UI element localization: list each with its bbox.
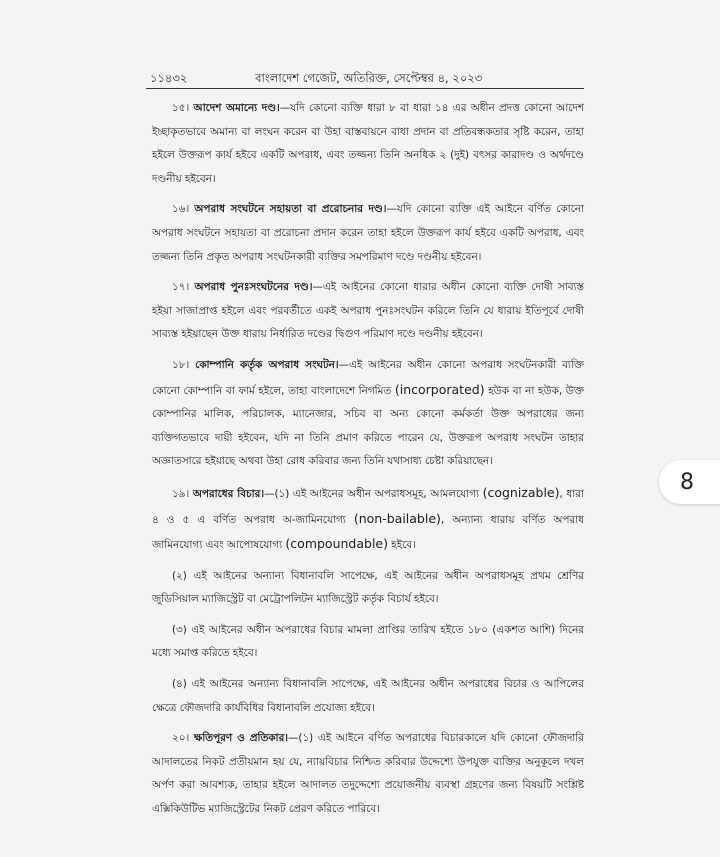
page-count-button[interactable]: [659, 460, 720, 504]
gazette-title: বাংলাদেশ গেজেট, অতিরিক্ত, সেপ্টেম্বর ৪, ২০২৩: [255, 71, 483, 85]
section-heading: আদেশ অমান্যে দণ্ড।: [193, 102, 280, 114]
section-19-2: (২) এই আইনের অন্যান্য বিধানাবলি সাপেক্ষে, এই আইনের অধীন অপরাধসমূহ প্রথম শ্রেণির জুডিসিয়াল ম্যাজিস্ট্রেট বা মেট্রোপলিটন ম্যাজিস্ট্রেট কর্তৃক বিচার্য হইবে।: [152, 569, 584, 606]
section-17: ১৭। অপরাধ পুনঃসংঘটনের দণ্ড।—এই আইনের কোনো ধারার অধীন কোনো ব্যক্তি দোষী সাব্যস্ত হইয়া সাজাপ্রাপ্ত হইলে এবং পরবর্তীতে একই অপরাধ পুনঃসংঘটন করিলে তিনি যে ধারায় ইতিপূর্বে দোষী সাব্যস্ত হইয়াছেন উক্ত ধারায় নির্ধারিত দণ্ডের দ্বিগুণ পরিমাণ দণ্ডে দণ্ডনীয় হইবেন।: [152, 281, 584, 341]
section-heading: কোম্পানি কর্তৃক অপরাধ সংঘটন।: [195, 358, 339, 371]
section-16: ১৬। অপরাধ সংঘটনে সহায়তা বা প্ররোচনার দণ্ড।—যদি কোনো ব্যক্তি এই আইনে বর্ণিত কোনো অপরাধ সংঘটনে সহায়তা বা প্ররোচনা প্রদান করেন তাহা হইলে উক্তরূপ কার্য হইবে একটি অপরাধ, এবং তজ্জন্য তিনি প্রকৃত অপরাধ সংঘটনকারী ব্যক্তির সমপরিমাণ দণ্ডে দণ্ডনীয় হইবেন।: [152, 203, 584, 263]
section-heading: অপরাধ পুনঃসংঘটনের দণ্ড।: [194, 281, 313, 294]
page-header: [150, 70, 590, 89]
section-heading: অপরাধের বিচার।: [192, 487, 265, 500]
section-heading: অপরাধ সংঘটনে সহায়তা বা প্ররোচনার দণ্ড।: [194, 203, 387, 216]
section-19-4: (৪) এই আইনের অন্যান্য বিধানাবলি সাপেক্ষে, এই আইনের অধীন অপরাধের বিচার ও আপিলের ক্ষেত্রে ফৌজদারি কার্যবিধির বিধানাবলি প্রযোজ্য হইবে।: [152, 678, 584, 714]
header-rule: [146, 88, 584, 89]
section-19-1: ১৯। অপরাধের বিচার।—(১) এই আইনের অধীন অপরাধসমূহ, আমলযোগ্য (cognizable), ধারা ৪ ও ৫ এ বর্ণিত অপরাধ অ-জামিনযোগ্য (non-bailable), অন্যান্য ধারায় বর্ণিত অপরাধ জামিনযোগ্য এবং আপোষযোগ্য (compoundable) হইবে।: [152, 484, 585, 552]
section-18: ১৮। কোম্পানি কর্তৃক অপরাধ সংঘটন।—এই আইনের অধীন কোনো অপরাধ সংঘটনকারী ব্যক্তি কোনো কোম্পানি বা ফার্ম হইলে, তাহা বাংলাদেশে নিগমিত (incorporated) হউক বা না হউক, উক্ত কোম্পানির মালিক, পরিচালক, ম্যানেজার, সচিব বা অন্য কোনো কর্মকর্তা উক্ত অপরাধের জন্য ব্যক্তিগতভাবে দায়ী হইবেন, যদি না তিনি প্রমাণ করিতে পারেন যে, উক্তরূপ অপরাধ সংঘটন তাহার অজ্ঞাতসারে হইয়াছে অথবা উহা রোধ করিবার জন্য তিনি যথাসাধ্য চেষ্টা করিয়াছেন।: [152, 358, 584, 468]
page-number: ১১৪৩২: [150, 71, 188, 85]
section-20: ২০। ক্ষতিপূরণ ও প্রতিকার।—(১) এই আইনে বর্ণিত অপরাধের বিচারকালে যদি কোনো ফৌজদারি আদালতের নিকট প্রতীয়মান হয় যে, ন্যায়বিচার নিশ্চিত করিবার উদ্দেশ্যে উপযুক্ত ব্যক্তির অনুকূলে দখল অর্পণ করা আবশ্যক, তাহার হইলে আদালত তদুদ্দেশ্যে প্রয়োজনীয় ব্যবস্থা গ্রহণের জন্য বিষয়টি সংশ্লিষ্ট এক্সিকিউটিভ ম্যাজিস্ট্রেটের নিকট প্রেরণ করিতে পারিবে।: [152, 732, 584, 816]
section-19-3: (৩) এই আইনের অধীন অপরাধের বিচার মামলা প্রাপ্তির তারিখ হইতে ১৮০ (একশত আশি) দিনের মধ্যে সমাপ্ত করিতে হইবে।: [152, 623, 584, 660]
document-body: [152, 97, 584, 829]
section-15: ১৫। আদেশ অমান্যে দণ্ড।—যদি কোনো ব্যক্তি ধারা ৮ বা ধারা ১৪ এর অধীন প্রদত্ত কোনো আদেশ ইচ্ছাকৃতভাবে অমান্য বা লংঘন করেন বা উহা বাস্তবায়নে বাধা প্রদান বা প্রতিবন্ধকতার সৃষ্টি করেন, তাহা হইলে উক্তরূপ কার্য হইবে একটি অপরাধ, এবং তজ্জন্য তিনি অনধিক ২ (দুই) বৎসর কারাদণ্ড ও অর্থদণ্ডে দণ্ডনীয় হইবেন।: [152, 102, 584, 185]
section-heading: ক্ষতিপূরণ ও প্রতিকার।: [193, 732, 288, 745]
page-count-label: 8: [680, 469, 694, 495]
